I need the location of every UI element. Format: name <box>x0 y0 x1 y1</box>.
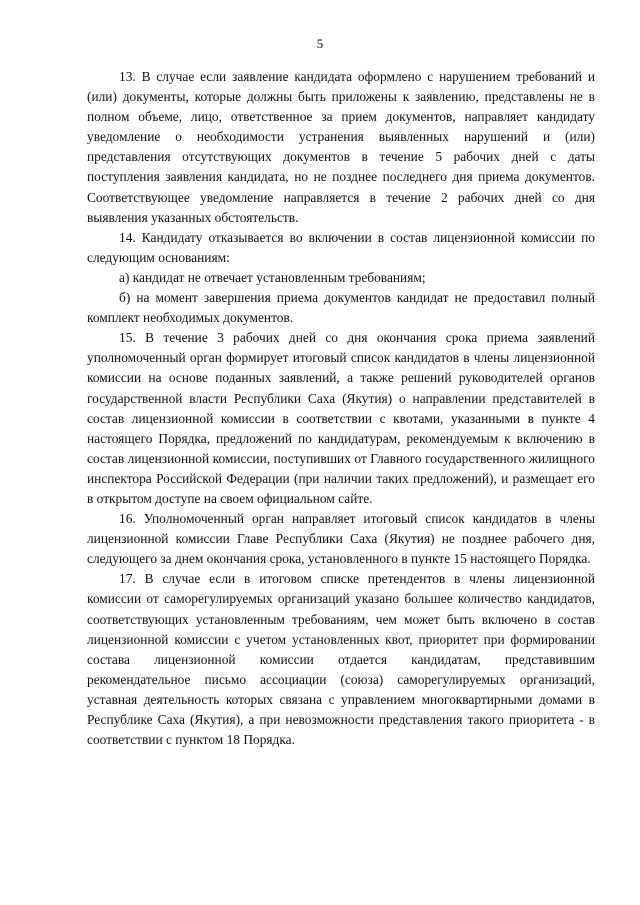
paragraph-14: 14. Кандидату отказывается во включении в состав лицензионной комиссии по следующим основаниям: <box>87 229 595 265</box>
paragraph-17: 17. В случае если в итоговом списке претендентов в члены лицензионной комиссии от саморегулируемых организаций указано большее количество кандидатов, соответствующих установленным требованиям, чем может быть включено в состав лицензионной комиссии с учетом установленных квот, приоритет при формировании состава лицензионной комиссии отдается кандидатам, представившим рекомендательное письмо ассоциации (союза) саморегулируемых организаций, уставная деятельность которых связана с управлением многоквартирными домами в Республике Саха (Якутия), а при невозможности представления такого приоритета - в соответствии с пунктом 18 Порядка. <box>87 571 595 748</box>
paragraph-15: 15. В течение 3 рабочих дней со дня окончания срока приема заявлений уполномоченный орган формирует итоговый список кандидатов в члены лицензионной комиссии на основе поданных заявлений, а также решений руководителей органов государственной власти Республики Саха (Якутия) о направлении представителей в состав лицензионной комиссии в соответствии с квотами, указанными в пункте 4 настоящего Порядка, предложений по кандидатурам, рекомендуемым к включению в состав лицензионной комиссии, поступивших от Главного государственного жилищного инспектора Российской Федерации (при наличии таких предложений), и размещает его в открытом доступе на своем официальном сайте. <box>87 330 595 506</box>
paragraph-13: 13. В случае если заявление кандидата оформлено с нарушением требований и (или) документы, которые должны быть приложены к заявлению, представлены не в полном объеме, лицо, ответственное за прием документов, направляет кандидату уведомление о необходимости устранения выявленных нарушений и (или) представления отсутствующих документов в течение 5 рабочих дней с даты поступления заявления кандидата, но не позднее последнего дня приема документов. Соответствующее уведомление направляется в течение 2 рабочих дней со дня выявления указанных обстоятельств. <box>87 69 595 225</box>
paragraph-16: 16. Уполномоченный орган направляет итоговый список кандидатов в члены лицензионной комиссии Главе Республики Саха (Якутия) не позднее рабочего дня, следующего за днем окончания срока, установленного в пункте 15 настоящего Порядка. <box>87 511 595 567</box>
paragraph-14-b: б) на момент завершения приема документов кандидат не предоставил полный комплект необходимых документов. <box>87 290 595 326</box>
page-number: 5 <box>316 36 324 51</box>
paragraph-14-a: а) кандидат не отвечает установленным требованиям; <box>119 269 426 285</box>
document-body <box>87 67 595 750</box>
